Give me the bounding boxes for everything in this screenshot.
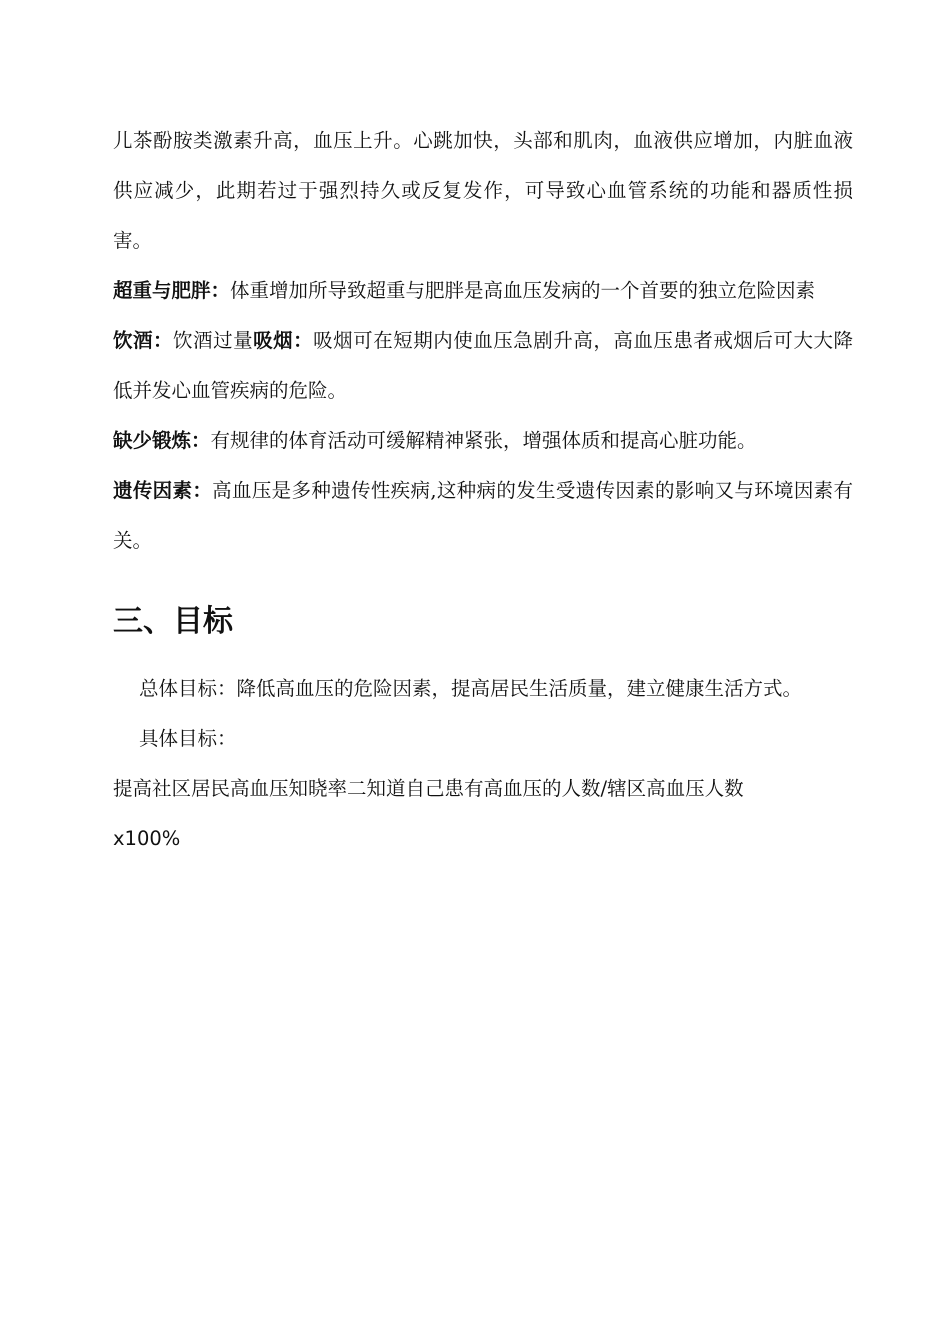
factor-overweight [113, 266, 853, 316]
factor-term: 吸烟： [253, 329, 314, 352]
factor-term: 超重与肥胖： [113, 279, 231, 302]
section-heading: 三、目标 [113, 604, 233, 639]
intro-paragraph: 儿茶酚胺类激素升高，血压上升。心跳加快，头部和肌肉，血液供应增加，内脏血液供应减少，此期若过于强烈持久或反复发作，可导致心血管系统的功能和器质性损害。 [113, 129, 853, 252]
factor-exercise [113, 416, 853, 466]
specific-goal-label: 具体目标： [139, 727, 237, 750]
awareness-rate-formula [113, 764, 853, 864]
formula-tail: x100% [113, 827, 181, 850]
overall-goal: 总体目标：降低高血压的危险因素，提高居民生活质量，建立健康生活方式。 [139, 677, 803, 700]
factor-term: 遗传因素： [113, 479, 213, 502]
factor-text: 高血压是多种遗传性疾病,这种病的发生受遗传因素的影响又与环境因素有关。 [113, 479, 853, 552]
factor-drinking-smoking [113, 316, 853, 416]
factor-genetic [113, 466, 853, 566]
factor-term: 缺少锻炼： [113, 429, 211, 452]
formula-text: 提高社区居民高血压知晓率二知道自己患有高血压的人数/辖区高血压人数 [113, 777, 744, 800]
document-page [113, 116, 853, 864]
factor-text: 饮酒过量 [173, 329, 254, 352]
factor-term: 饮酒： [113, 329, 174, 352]
factor-text: 体重增加所导致超重与肥胖是高血压发病的一个首要的独立危险因素 [230, 279, 816, 302]
factor-text: 有规律的体育活动可缓解精神紧张，增强体质和提高心脏功能。 [210, 429, 757, 452]
factor-text: 吸烟可在短期内使血压急剧升高，高血压患者戒烟后可大大降低并发心血管疾病的危险。 [113, 329, 853, 402]
